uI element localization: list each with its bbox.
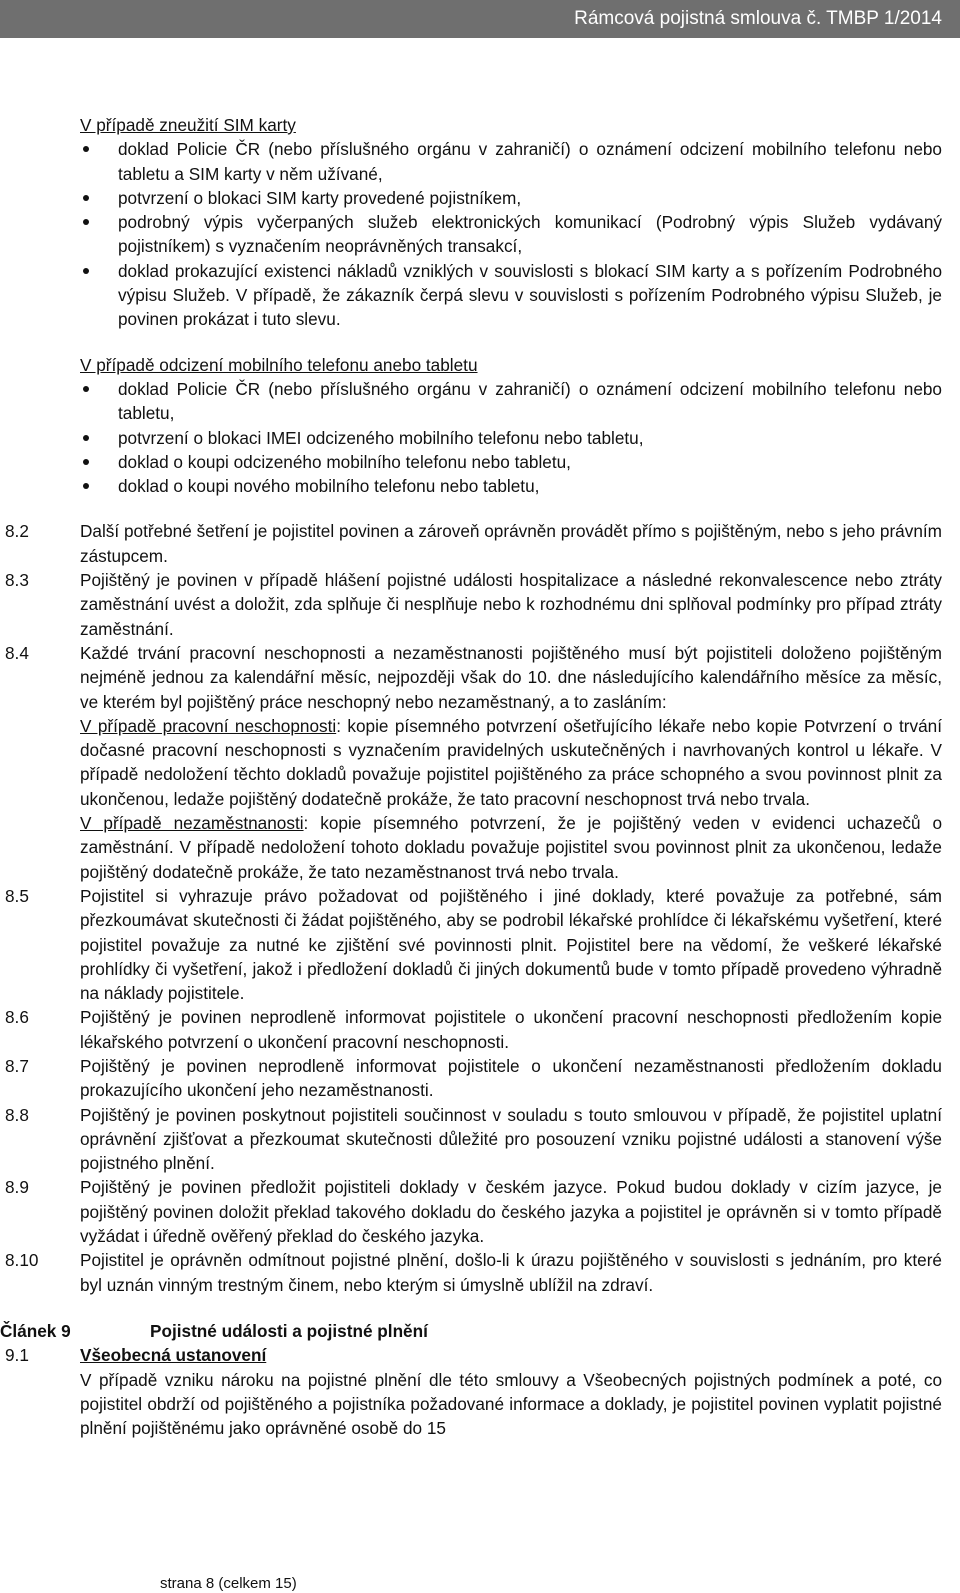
clause-number: 8.6 (5, 1007, 29, 1028)
clause-8-8 (5, 1103, 942, 1176)
article-title: Pojistné události a pojistné plnění (150, 1320, 428, 1341)
clause-8-10 (5, 1248, 942, 1297)
section-heading: Všeobecná ustanovení (80, 1345, 267, 1366)
clause-text: Pojištěný je povinen neprodleně informovat pojistitele o ukončení nezaměstnanosti předložením dokladu prokazujícího ukončení jeho nezaměstnanosti. (80, 1055, 942, 1101)
list-item: podrobný výpis vyčerpaných služeb elektronických komunikací (Podrobný výpis Služeb vydávaný pojistníkem) s vyznačením neoprávněných transakcí, (80, 210, 942, 259)
clause-8-7 (5, 1054, 942, 1103)
clause-number: 8.10 (5, 1250, 39, 1271)
article-9-heading (0, 1319, 942, 1343)
clause-number: 8.9 (5, 1177, 29, 1198)
sick-leave-heading: V případě pracovní neschopnosti (80, 715, 337, 736)
clause-text: Pojištěný je povinen neprodleně informovat pojistitele o ukončení pracovní neschopnosti předložením kopie lékařského potvrzení o ukončení pracovní neschopnosti. (80, 1007, 942, 1052)
sim-heading: V případě zneužití SIM karty (80, 115, 296, 135)
clause-8-5 (5, 884, 942, 1005)
list-item: doklad o koupi nového mobilního telefonu nebo tabletu, (80, 474, 942, 498)
section-text: V případě vzniku nároku na pojistné plnění dle této smlouvy a Všeobecných pojistných podmínek a poté, co pojistitel obdrží od pojištěného a pojistníka požadované informace a doklady, je pojistitel povinen vyplatit pojistné plnění pojištěnému jako oprávněné osobě do 15 (80, 1369, 942, 1439)
theft-bullet-list (80, 377, 942, 498)
clause-text: Pojištěný je povinen předložit pojistiteli doklady v českém jazyce. Pokud budou doklady v cizím jazyce, je pojištěný povinen doložit překlad takového dokladu do českého jazyka a pojistitel je oprávněn si v tomto případě vyžádat i úředně ověřený překlad do českého jazyka. (80, 1177, 942, 1247)
clause-number: 8.5 (5, 885, 29, 906)
clause-text: Pojistitel je oprávněn odmítnout pojistné plnění, došlo-li k úrazu pojištěného v souvislosti s jednáním, pro které byl uznán vinným trestným činem, nebo kterým si úmyslně ublížil na zdraví. (80, 1250, 942, 1295)
sick-leave-paragraph (80, 714, 942, 811)
clause-8-4 (5, 641, 943, 884)
page-body (0, 113, 943, 1440)
sim-bullet-list (80, 137, 942, 331)
section-9-1-text (80, 1368, 942, 1441)
list-item: doklad Policie ČR (nebo příslušného orgánu v zahraničí) o oznámení odcizení mobilního telefonu nebo tabletu, (80, 377, 942, 426)
list-item: doklad Policie ČR (nebo příslušného orgánu v zahraničí) o oznámení odcizení mobilního telefonu nebo tabletu a SIM karty v něm užívané, (80, 137, 942, 186)
unemployment-text: : kopie písemného potvrzení, že je pojištěný veden v evidenci uchazečů o zaměstnání. V případě nedoložení tohoto dokladu považuje pojistitel svou povinnost plnit za ukončenou, ledaže pojištěný dodatečně prokáže, že tato nezaměstnanost trvá nebo trvala. (80, 813, 943, 882)
list-item: potvrzení o blokaci SIM karty provedené pojistníkem, (80, 186, 942, 210)
theft-heading: V případě odcizení mobilního telefonu anebo tabletu (80, 354, 478, 375)
document-title: Rámcová pojistná smlouva č. TMBP 1/2014 (574, 8, 942, 29)
clause-text: Další potřebné šetření je pojistitel povinen a zároveň oprávněn provádět přímo s pojištěným, nebo s jeho právním zástupcem. (80, 521, 942, 566)
clause-number: 8.2 (5, 521, 29, 542)
sick-leave-text: : kopie písemného potvrzení ošetřujícího lékaře nebo kopie Potvrzení o trvání dočasné pracovní neschopnosti s vyznačením pravidelných uskutečněných i navrhovaných kontrol u lékaře. V případě nedoložení těchto dokladů považuje pojistitel pojištěného za práce schopného a svou povinnost plnit za ukončenou, ledaže pojištěný dodatečně prokáže, že tato pracovní neschopnost trvá nebo trvala. (80, 715, 942, 809)
section-9-1 (5, 1343, 942, 1367)
article-label: Článek 9 (0, 1320, 71, 1341)
page-number: strana 8 (celkem 15) (160, 1575, 297, 1592)
clause-text: Pojištěný je povinen poskytnout pojistiteli součinnost v souladu s touto smlouvou v případě, že pojistitel uplatní oprávnění zjišťovat a přezkoumat skutečnosti důležité pro posouzení vzniku pojistné události a stanovení výše pojistného plnění. (80, 1104, 942, 1174)
clause-number: 8.3 (5, 570, 29, 591)
clause-8-2 (5, 519, 942, 568)
unemployment-paragraph (80, 811, 942, 884)
clause-text: Pojištěný je povinen v případě hlášení pojistné události hospitalizace a následné rekonvalescence nebo ztráty zaměstnání uvést a doložit, zda splňuje či nesplňuje nebo k rozhodnému dni splňoval podmínky pro případ ztráty zaměstnání. (80, 570, 942, 639)
clause-text: Pojistitel si vyhrazuje právo požadovat od pojištěného i jiné doklady, které považuje za potřebné, sám přezkoumávat skutečnosti či žádat pojištěného, aby se podrobil lékařské prohlídce či lékařskému vyšetření, které pojistitel považuje za nutné ke zjištění své povinnosti plnit. Pojistitel bere na vědomí, že veškeré lékařské prohlídky či vyšetření, jakož i předložení dokladů či jiných dokumentů bude v tomto případě provedeno výhradně na náklady pojistitele. (80, 885, 942, 1004)
list-item: potvrzení o blokaci IMEI odcizeného mobilního telefonu nebo tabletu, (80, 426, 942, 450)
list-item: doklad prokazující existenci nákladů vzniklých v souvislosti s blokací SIM karty a s pořízením Podrobného výpisu Služeb. V případě, že zákazník čerpá slevu v souvislosti s pořízením Podrobného výpisu Služeb, je povinen prokázat i tuto slevu. (80, 259, 942, 332)
clause-number: 8.8 (5, 1104, 29, 1125)
document-header (0, 0, 960, 38)
clause-text: Každé trvání pracovní neschopnosti a nezaměstnanosti pojištěného musí být pojistiteli doloženo pojištěným nejméně jednou za kalendářní měsíc, nejpozději však do 10. dne následujícího kalendářního měsíce za měsíc, ve kterém byl pojištěný práce neschopný nebo nezaměstnaný, a to zasláním: (80, 642, 942, 712)
section-number: 9.1 (5, 1345, 29, 1366)
clause-8-3 (5, 568, 942, 641)
clause-8-9 (5, 1175, 942, 1248)
clause-number: 8.7 (5, 1055, 29, 1076)
list-item: doklad o koupi odcizeného mobilního telefonu nebo tabletu, (80, 450, 942, 474)
unemployment-heading: V případě nezaměstnanosti (80, 813, 304, 834)
clause-8-6 (5, 1005, 942, 1054)
clause-number: 8.4 (5, 642, 29, 663)
